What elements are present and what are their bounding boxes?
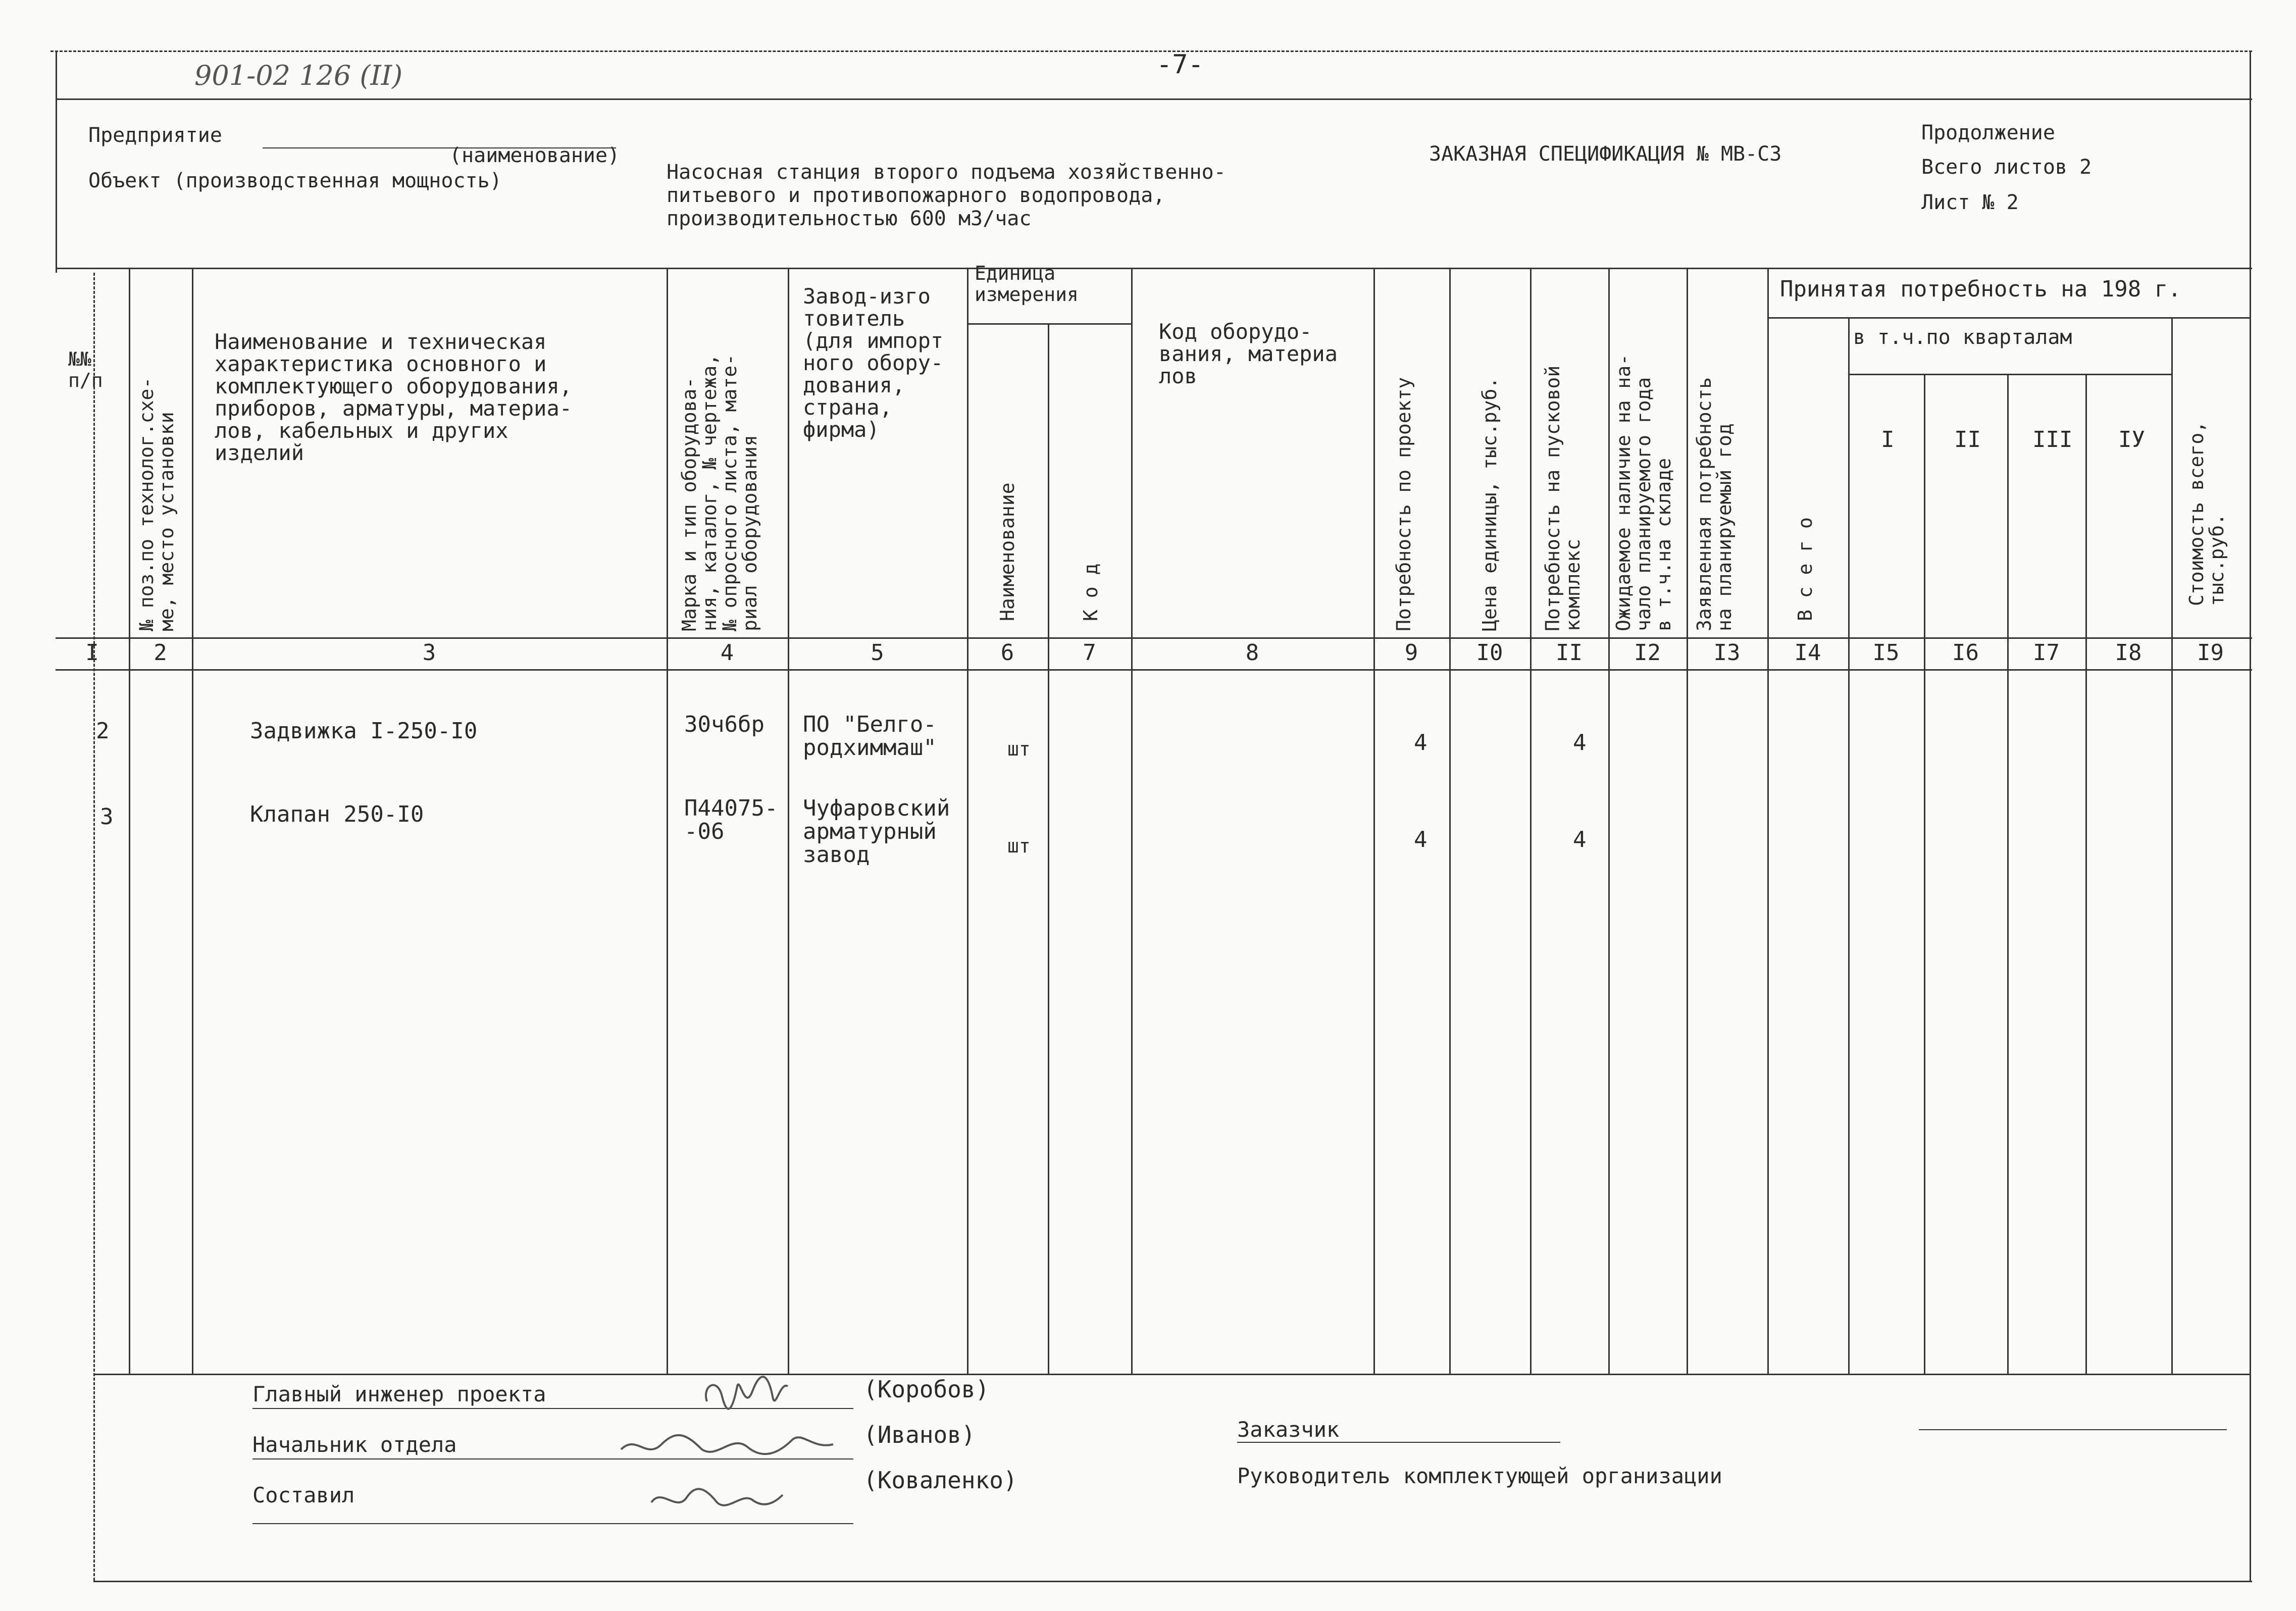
col-line-11: [1608, 268, 1610, 1374]
customer-line: [1237, 1442, 1560, 1443]
header-q4: IУ: [2118, 427, 2145, 452]
col-number: I7: [2033, 640, 2060, 666]
col-number: 3: [422, 640, 436, 666]
row-unit: шт: [1007, 738, 1031, 760]
col-line-2: [192, 268, 193, 1374]
frame-right: [2250, 51, 2251, 1581]
col-line-18: [2171, 317, 2173, 1374]
col-number: I3: [1713, 640, 1741, 666]
frame-top: [56, 98, 2252, 100]
org-head-label: Руководитель комплектующей организации: [1237, 1464, 1722, 1488]
row-number: 3: [100, 804, 114, 830]
header-launch-need: Потребность на пусковой комплекс: [1542, 365, 1584, 631]
col-line-10: [1530, 268, 1532, 1374]
col-number: I5: [1872, 640, 1900, 666]
row-name: Задвижка I-250-I0: [250, 718, 478, 744]
row-manufacturer: Чуфаровский арматурный завод: [803, 795, 950, 868]
compiled-line: [252, 1523, 853, 1524]
header-total: В с е г о: [1794, 517, 1816, 621]
header-unit-name: Наименование: [996, 482, 1018, 621]
chief-engineer-signature: [697, 1366, 798, 1422]
header-seq-number: №№ п/п: [68, 348, 103, 391]
row-mark: 30ч6бр: [684, 712, 764, 737]
col-line-6: [1048, 323, 1049, 1374]
col-line-4: [788, 268, 789, 1374]
enterprise-label: Предприятие: [88, 124, 222, 147]
col-number: I6: [1952, 640, 1979, 666]
col-line-16: [2007, 374, 2009, 1374]
col-number: I0: [1476, 640, 1503, 666]
col-line-12: [1687, 268, 1688, 1374]
row-launch-need: 4: [1573, 827, 1587, 852]
chief-engineer-label: Главный инженер проекта: [252, 1382, 546, 1406]
col-number: I9: [2197, 640, 2224, 666]
frame-left-lower: [93, 273, 95, 1581]
page-number: -7-: [1156, 49, 1204, 80]
col-line-7: [1131, 268, 1133, 1374]
header-declared-need: Заявленная потребность на планируемый год: [1693, 377, 1736, 631]
header-project-need: Потребность по проекту: [1393, 377, 1415, 631]
col-number: 2: [154, 640, 167, 666]
col-line-13: [1767, 268, 1769, 1374]
row-manufacturer: ПО "Белго- родхиммаш": [803, 712, 937, 761]
frame-bottom: [93, 1581, 2252, 1582]
row-number: 2: [96, 718, 110, 744]
col-number: I4: [1794, 640, 1821, 666]
col-number: II: [1556, 640, 1583, 666]
customer-label: Заказчик: [1237, 1417, 1340, 1442]
col-number: I: [85, 640, 99, 666]
compiled-name: (Коваленко): [863, 1467, 1017, 1494]
doc-code: 901-02 126 (II): [194, 60, 403, 91]
dept-head-signature: [616, 1419, 838, 1470]
colnum-bottom-line: [56, 669, 2252, 671]
col-line-1: [129, 268, 130, 1374]
header-q1: I: [1881, 427, 1895, 452]
header-unit-group: Единица измерения: [975, 262, 1079, 306]
row-project-need: 4: [1414, 827, 1427, 852]
col-number: I2: [1634, 640, 1661, 666]
compiled-label: Составил: [252, 1483, 355, 1507]
chief-engineer-name: (Коробов): [863, 1376, 990, 1403]
col-line-5: [967, 268, 968, 1374]
col-line-14: [1848, 317, 1850, 1374]
col-number: 5: [871, 640, 884, 666]
dept-head-label: Начальник отдела: [252, 1432, 457, 1457]
col-line-17: [2085, 374, 2087, 1374]
header-q2: II: [1954, 427, 1981, 452]
body-bottom-line: [93, 1374, 2250, 1375]
col-number: 9: [1404, 640, 1418, 666]
header-equipment-code: Код оборудо- вания, материа лов: [1159, 319, 1338, 388]
row-mark: П44075- -06: [684, 795, 778, 844]
frame-left: [56, 51, 57, 273]
col-number: 8: [1245, 640, 1259, 666]
header-bottom-line: [56, 637, 2252, 639]
header-unit-code: К о д: [1080, 563, 1102, 621]
compiled-signature: [646, 1475, 788, 1520]
table-top-line: [56, 268, 2252, 269]
continuation-label: Продолжение: [1921, 121, 2055, 144]
header-manufacturer: Завод-изго товитель (для импорт ного обору- дования, страна, фирма): [803, 284, 944, 442]
object-label: Объект (производственная мощность): [88, 169, 502, 192]
col-number: 4: [720, 640, 734, 666]
quarters-group-line: [1848, 374, 2171, 375]
object-description: Насосная станция второго подъема хозяйственно- питьевого и противопожарного водопровода, производительностью 600 м3/час: [667, 161, 1226, 230]
header-accepted-group: Принятая потребность на 198 г.: [1780, 276, 2181, 302]
row-project-need: 4: [1414, 730, 1427, 756]
top-border: [50, 51, 2252, 52]
col-number: 6: [1000, 640, 1014, 666]
header-unit-price: Цена единицы, тыс.руб.: [1478, 377, 1501, 631]
total-sheets: Всего листов 2: [1921, 156, 2092, 179]
header-quarters-group: в т.ч.по кварталам: [1853, 326, 2072, 349]
row-unit: шт: [1007, 835, 1031, 857]
sheet-number: Лист № 2: [1921, 191, 2019, 214]
col-line-3: [667, 268, 668, 1374]
accepted-group-line: [1767, 317, 2250, 319]
header-q3: III: [2032, 427, 2073, 452]
dept-head-name: (Иванов): [863, 1421, 976, 1448]
header-name: Наименование и техническая характеристика основного и комплектующего оборудования, приборов, арматуры, материа- лов, кабельных и других изделий: [215, 329, 573, 465]
header-cost: Стоимость всего, тыс.руб.: [2185, 421, 2228, 606]
customer-signature-line: [1919, 1429, 2227, 1430]
col-number: I8: [2115, 640, 2142, 666]
col-line-15: [1924, 374, 1925, 1374]
header-expected-stock: Ожидаемое наличие на на- чало планируемого года в т.ч.на складе: [1612, 354, 1675, 631]
row-name: Клапан 250-I0: [250, 801, 424, 827]
spec-title: ЗАКАЗНАЯ СПЕЦИФИКАЦИЯ № МВ-С3: [1429, 142, 1782, 166]
col-line-9: [1449, 268, 1451, 1374]
col-number: 7: [1083, 640, 1096, 666]
row-launch-need: 4: [1573, 730, 1587, 756]
name-hint: (наименование): [449, 144, 620, 167]
header-position: № поз.по технолог.схе- ме, место установки: [135, 377, 178, 631]
header-mark: Марка и тип оборудова- ния, каталог, № чертежа, № опросного листа, мате- риал оборудования: [678, 354, 761, 631]
col-line-8: [1373, 268, 1375, 1374]
